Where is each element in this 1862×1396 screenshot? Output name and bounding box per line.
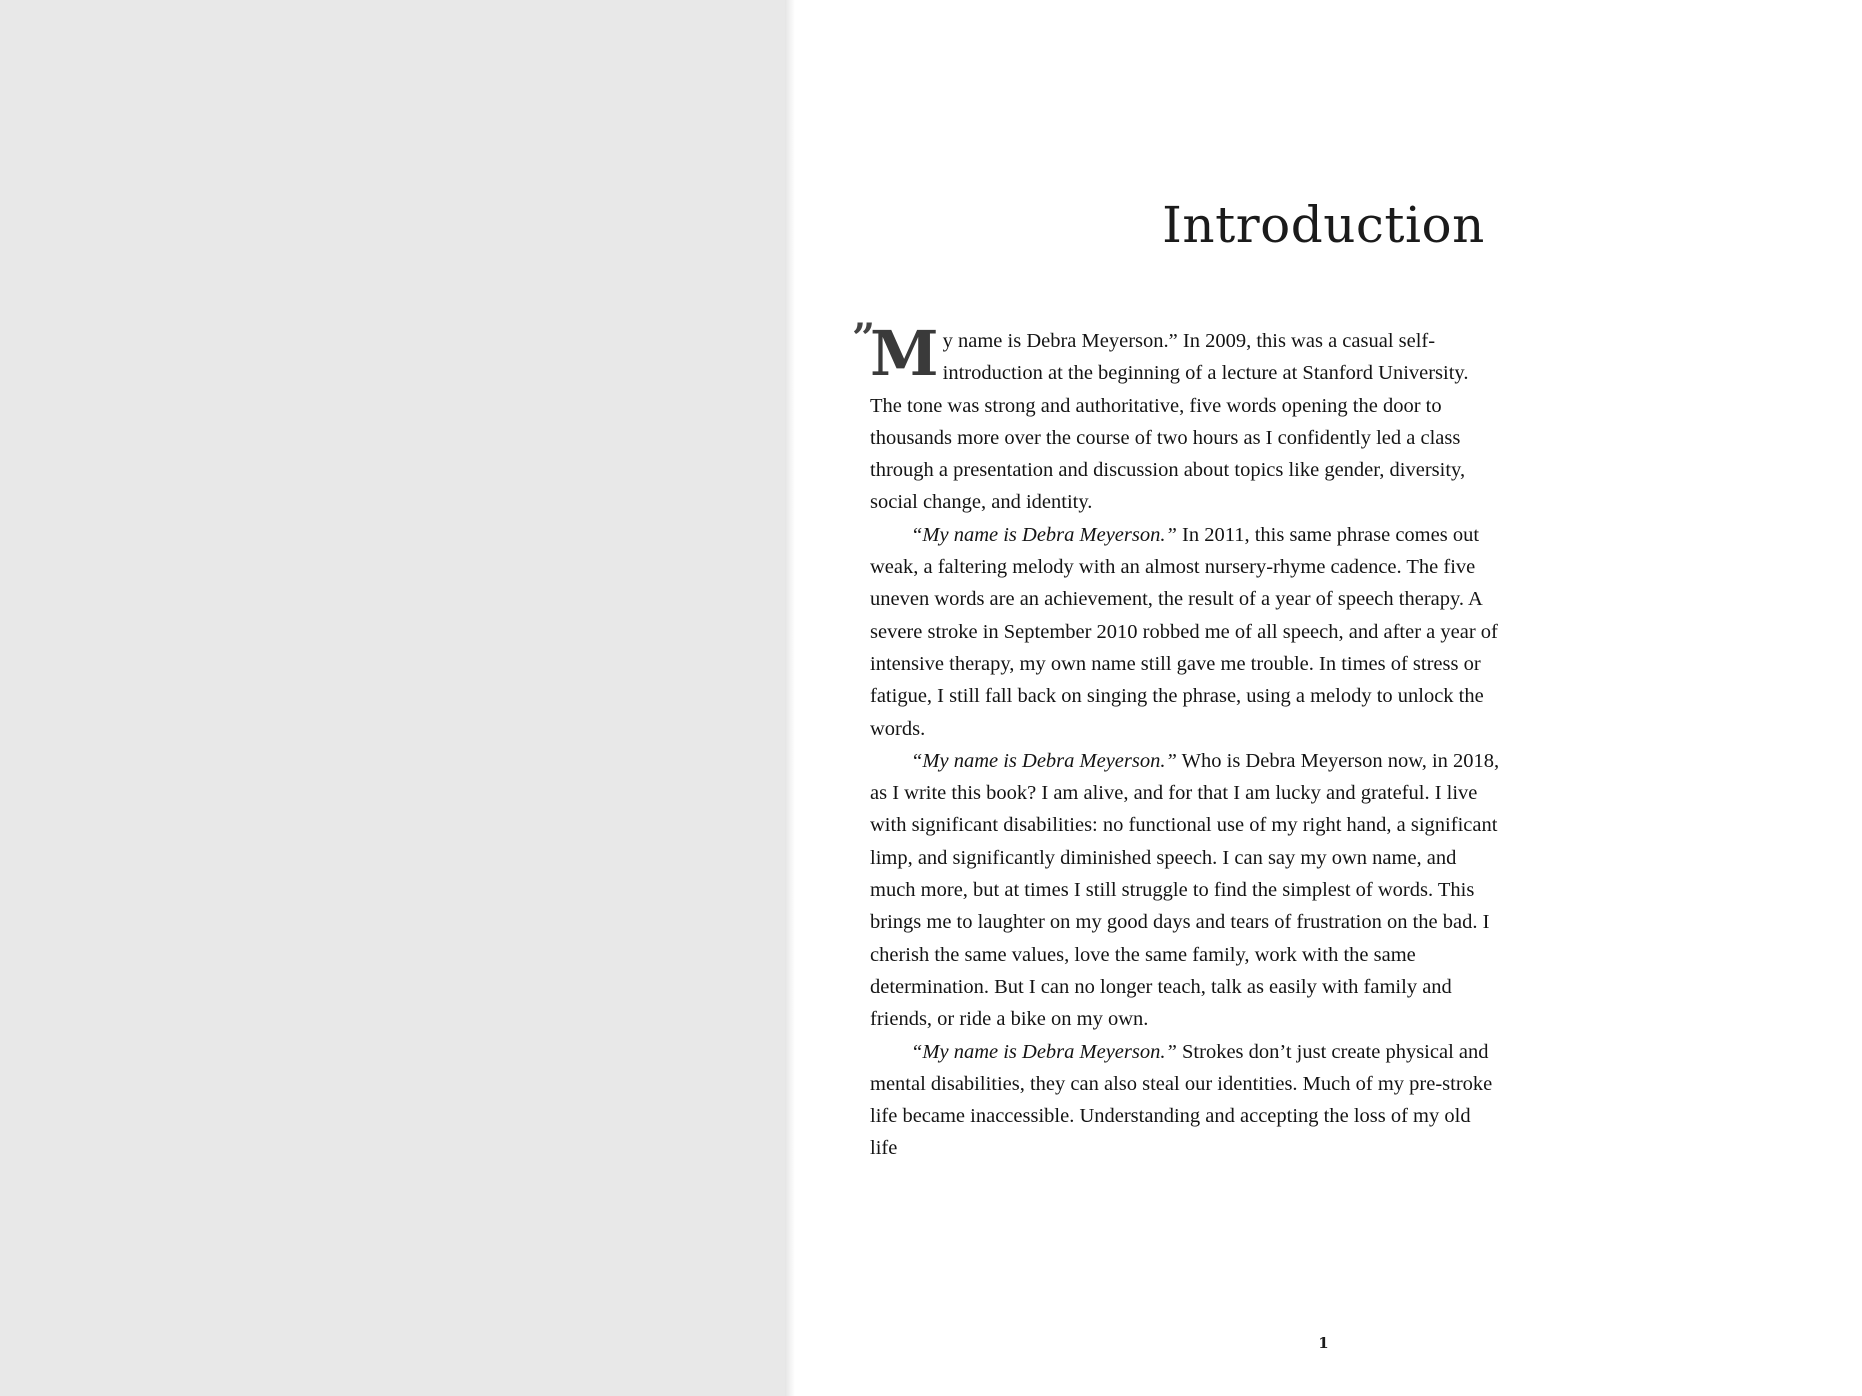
page-right-content — [785, 0, 1862, 1396]
paragraph-3-text: Who is Debra Meyerson now, in 2018, as I write this book? I am alive, and for that I am lucky and grateful. I live with significant disabilities: no functional use of my right hand, a significant limp, and significantly diminished speech. I can say my own name, and much more, but at times I still struggle to find the simplest of words. This brings me to laughter on my good days and tears of frustration on the bad. I cherish the same values, love the same family, work with the same determination. But I can no longer teach, talk as easily with family and friends, or ride a bike on my own. — [870, 749, 1500, 1031]
paragraph-2-text: In 2011, this same phrase comes out weak, a faltering melody with an almost nursery-rhyme cadence. The five uneven words are an achievement, the result of a year of speech therapy. A severe stroke in September 2010 robbed me of all speech, and after a year of intensive therapy, my own name still gave me trouble. In times of stress or fatigue, I still fall back on singing the phrase, using a melody to unlock the words. — [870, 523, 1498, 740]
paragraph-3 — [870, 745, 1500, 1036]
open-quote-mark: ” — [852, 315, 876, 362]
paragraph-2 — [870, 519, 1500, 745]
page-number: 1 — [1318, 1334, 1329, 1352]
page-title: Introduction — [1162, 196, 1485, 254]
paragraph-3-italic-lead: “My name is Debra Meyerson.” — [911, 749, 1177, 772]
paragraph-2-italic-lead: “My name is Debra Meyerson.” — [911, 523, 1177, 546]
paragraph-1 — [852, 315, 1500, 519]
body-text — [852, 315, 1500, 1165]
drop-cap: M — [870, 317, 939, 390]
paragraph-1-text: y name is Debra Meyerson.” In 2009, this was a casual self-introduction at the beginning of a lecture at Stanford University. The tone was strong and authoritative, five words opening the door to thousands more over the course of two hours as I confidently led a class through a presentation and discussion about topics like gender, diversity, social change, and identity. — [870, 330, 1469, 514]
paragraph-4 — [870, 1036, 1500, 1165]
paragraph-4-italic-lead: “My name is Debra Meyerson.” — [911, 1040, 1177, 1063]
page-left-blank — [0, 0, 785, 1396]
paragraph-4-text: Strokes don’t just create physical and mental disabilities, they can also steal our identities. Much of my pre-stroke life became inaccessible. Understanding and accepting the loss of my old life — [870, 1040, 1493, 1160]
